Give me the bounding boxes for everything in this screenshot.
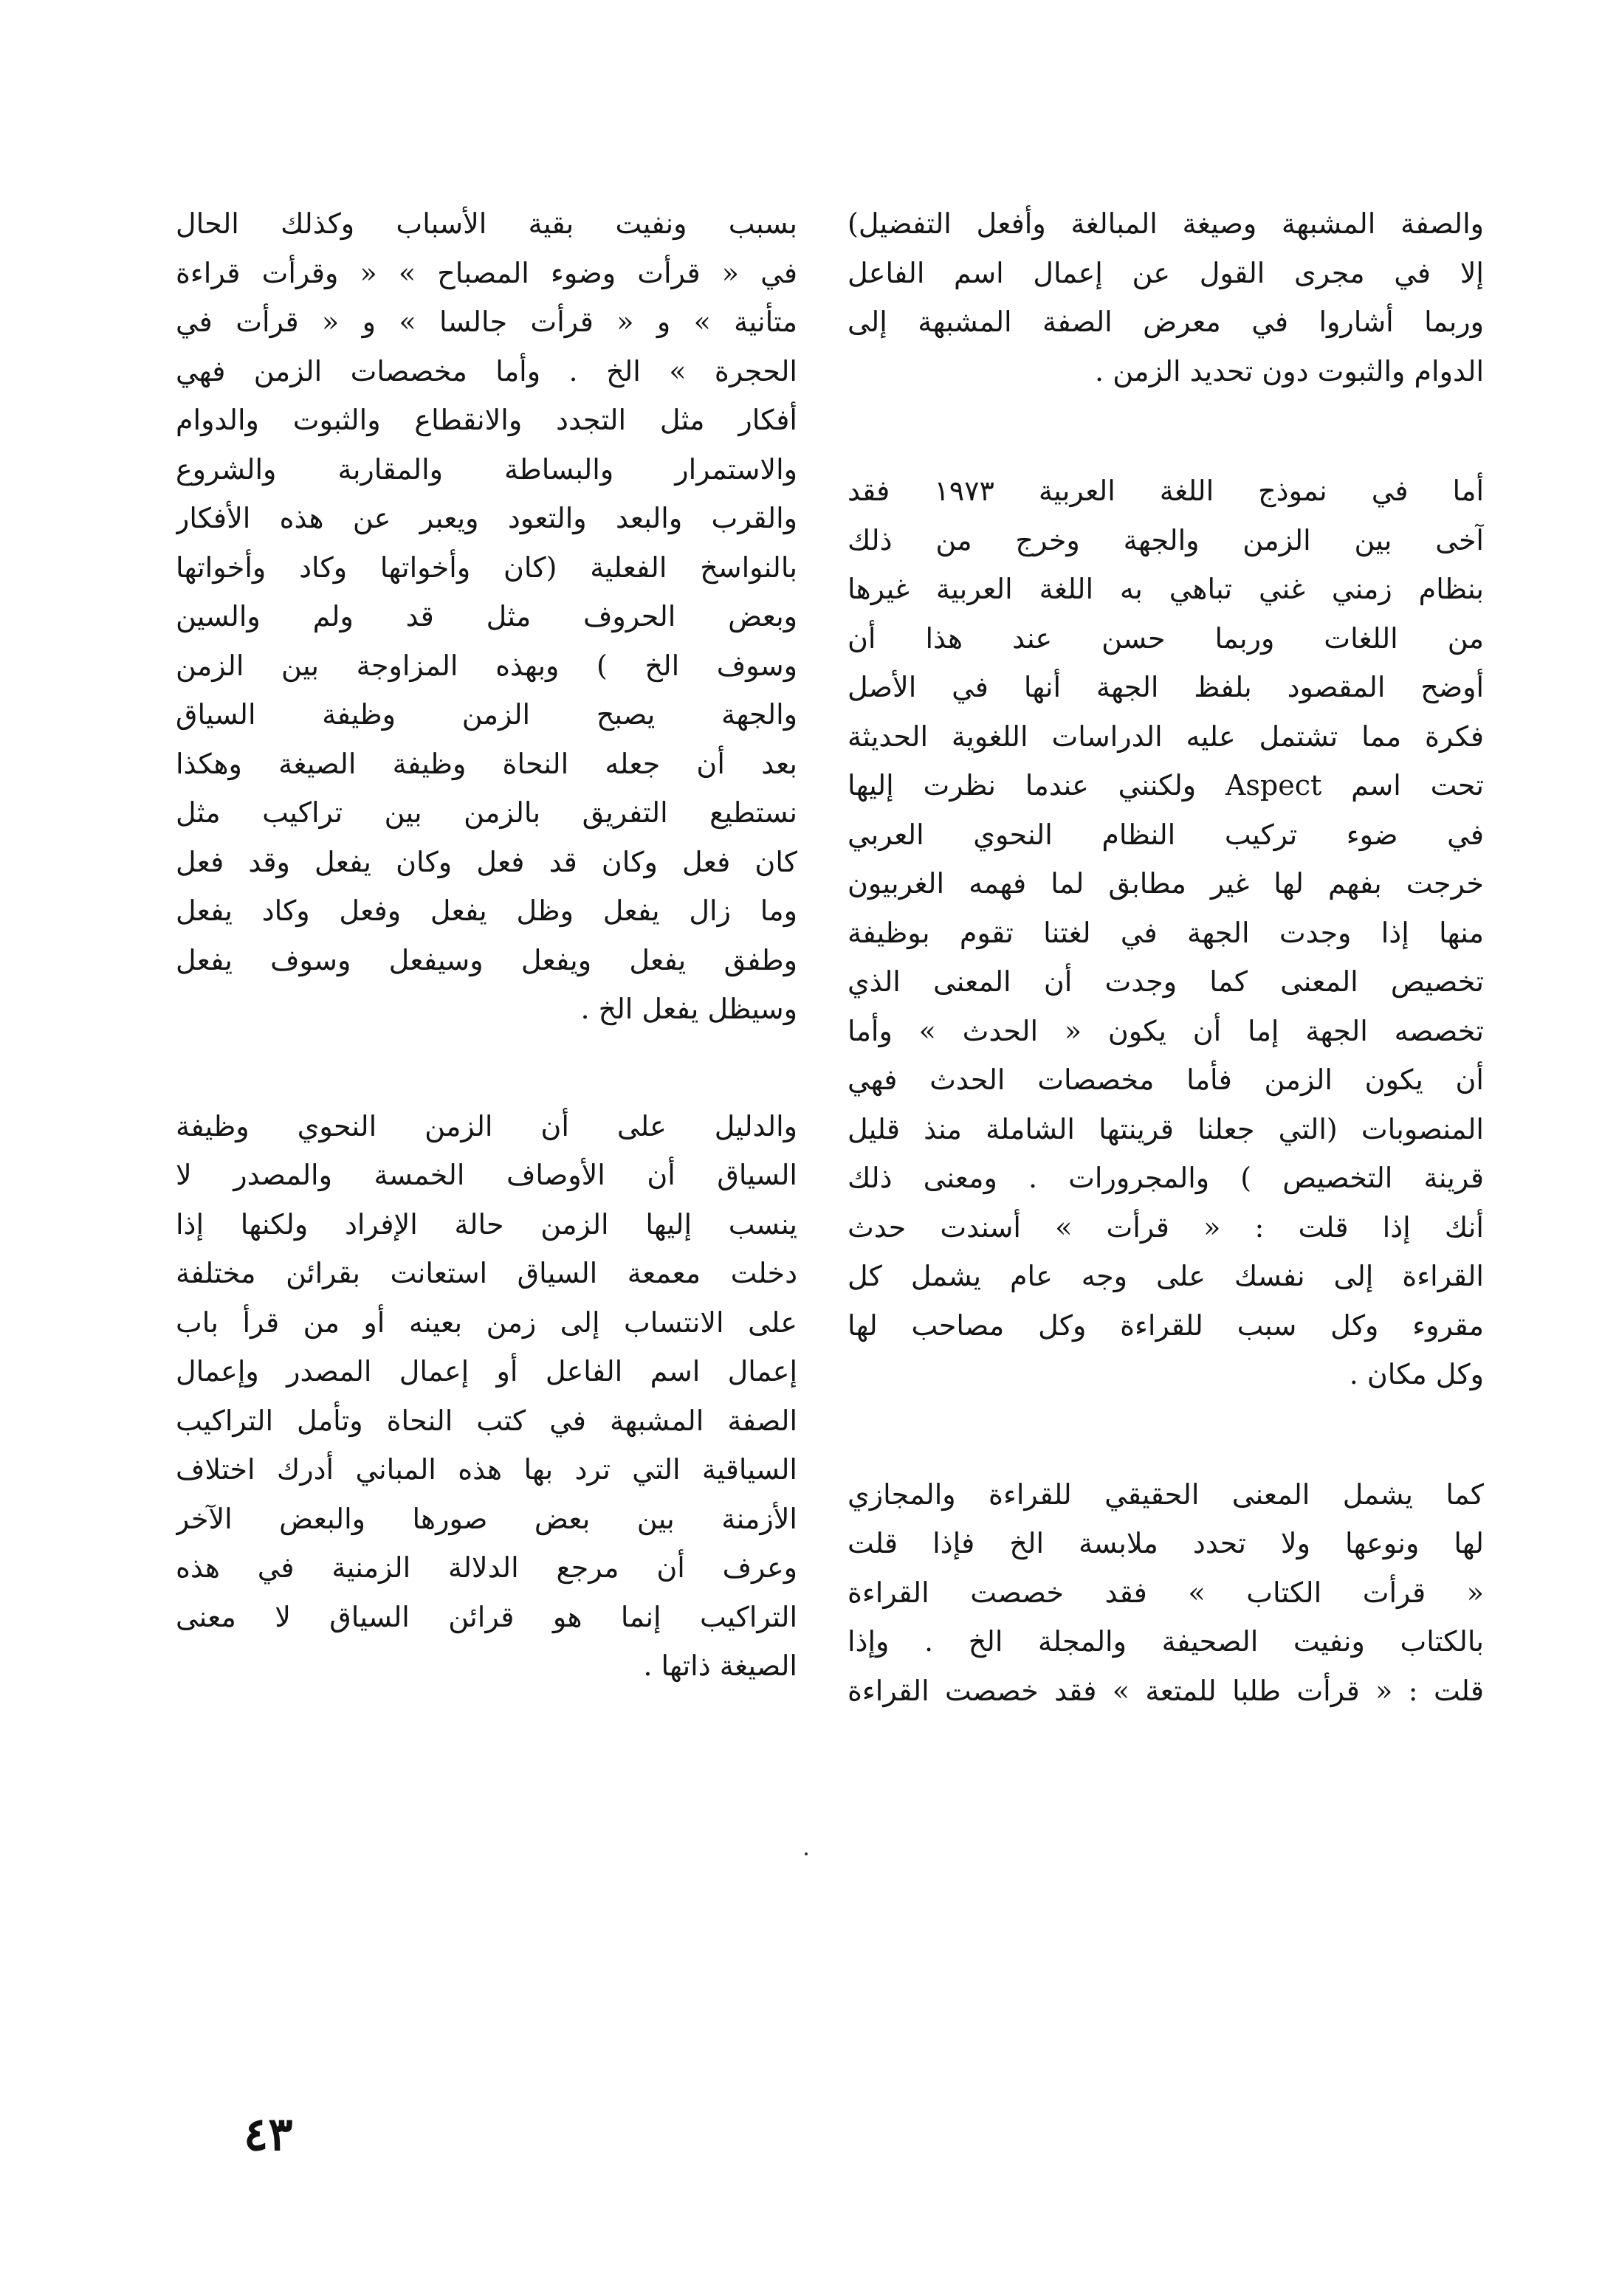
text-line: قرينة التخصيص ) والمجرورات . ومعنى ذلك <box>848 1162 1484 1194</box>
right-paragraph-1 <box>848 199 1484 396</box>
left-paragraph-1 <box>176 199 797 1034</box>
text-line: نستطيع التفريق بالزمن بين تراكيب مثل <box>176 796 797 829</box>
text-line: وما زال يفعل وظل يفعل وفعل وكاد يفعل <box>176 894 797 927</box>
text-line: وربما أشاروا في معرض الصفة المشبهة إلى <box>848 306 1484 338</box>
right-text-column <box>848 199 1484 1715</box>
text-line: إلا في مجرى القول عن إعمال اسم الفاعل <box>848 256 1484 289</box>
text-line: بعد أن جعله النحاة وظيفة الصيغة وهكذا <box>176 747 797 780</box>
text-line: دخلت معمعة السياق استعانت بقرائن مختلفة <box>176 1257 797 1289</box>
text-line: فكرة مما تشتمل عليه الدراسات اللغوية الحديثة <box>848 720 1484 753</box>
text-line: بنظام زمني غني تباهي به اللغة العربية غيرها <box>848 573 1484 605</box>
text-line: آخى بين الزمن والجهة وخرج من ذلك <box>848 523 1484 556</box>
text-line: أفكار مثل التجدد والانقطاع والثبوت والدوام <box>176 404 797 436</box>
text-line: والصفة المشبهة وصيغة المبالغة وأفعل التفضيل) <box>848 207 1484 240</box>
text-line: والدليل على أن الزمن النحوي وظيفة <box>176 1109 797 1142</box>
right-paragraph-3 <box>848 1470 1484 1716</box>
text-line: تحت اسم Aspect ولكنني عندما نظرت إليها <box>848 769 1484 801</box>
text-line: « قرأت الكتاب » فقد خصصت القراءة <box>848 1576 1484 1609</box>
text-line: الحجرة » الخ . وأما مخصصات الزمن فهي <box>176 354 797 387</box>
text-line: والاستمرار والبساطة والمقاربة والشروع <box>176 452 797 486</box>
text-line: أنك إذا قلت : « قرأت » أسندت حدث <box>848 1210 1484 1244</box>
text-line: وعرف أن مرجع الدلالة الزمنية في هذه <box>176 1551 797 1584</box>
text-line: ينسب إليها الزمن حالة الإفراد ولكنها إذا <box>176 1207 797 1241</box>
text-line: بسبب ونفيت بقية الأسباب وكذلك الحال <box>176 207 797 240</box>
text-line: الأزمنة بين بعض صورها والبعض الآخر <box>176 1502 797 1535</box>
text-line: والجهة يصبح الزمن وظيفة السياق <box>176 698 797 731</box>
text-line: القراءة إلى نفسك على وجه عام يشمل كل <box>848 1260 1484 1292</box>
page-number: ٤٣ <box>244 2107 293 2161</box>
text-line: كان فعل وكان قد فعل وكان يفعل وقد فعل <box>176 845 797 878</box>
text-line: في « قرأت وضوء المصباح » « وقرأت قراءة <box>176 256 797 289</box>
text-line: بالكتاب ونفيت الصحيفة والمجلة الخ . وإذا <box>848 1625 1484 1658</box>
text-line: أما في نموذج اللغة العربية ١٩٧٣ فقد <box>848 475 1484 507</box>
text-line: والقرب والبعد والتعود ويعبر عن هذه الأفكار <box>176 502 797 534</box>
text-line: خرجت بفهم لها غير مطابق لما فهمه الغربيون <box>848 867 1484 900</box>
text-line: من اللغات وربما حسن عند هذا أن <box>848 621 1484 655</box>
text-line: وبعض الحروف مثل قد ولم والسين <box>176 600 797 632</box>
text-line: أن يكون الزمن فأما مخصصات الحدث فهي <box>848 1063 1484 1096</box>
text-line: أوضح المقصود بلفظ الجهة أنها في الأصل <box>848 671 1484 703</box>
text-line: السياقية التي ترد بها هذه المباني أدرك اختلاف <box>176 1453 797 1486</box>
print-speck <box>805 1852 808 1855</box>
text-line: متأنية » و « قرأت جالسا » و « قرأت في <box>176 306 797 338</box>
left-text-column <box>176 199 797 1691</box>
text-line: الدوام والثبوت دون تحديد الزمن . <box>1095 354 1484 387</box>
text-line: الصيغة ذاتها . <box>643 1649 797 1682</box>
text-line: بالنواسخ الفعلية (كان وأخواتها وكاد وأخواتها <box>176 551 797 584</box>
text-line: إعمال اسم الفاعل أو إعمال المصدر وإعمال <box>176 1355 797 1387</box>
text-line: الصفة المشبهة في كتب النحاة وتأمل التراكيب <box>176 1404 797 1437</box>
right-paragraph-2 <box>848 466 1484 1399</box>
text-line: وطفق يفعل ويفعل وسيفعل وسوف يفعل <box>176 943 797 976</box>
text-line: مقروء وكل سبب للقراءة وكل مصاحب لها <box>848 1309 1484 1342</box>
text-line: تخصصه الجهة إما أن يكون « الحدث » وأما <box>848 1014 1484 1047</box>
text-line: وكل مكان . <box>1349 1358 1484 1390</box>
text-line: لها ونوعها ولا تحدد ملابسة الخ فإذا قلت <box>848 1527 1484 1559</box>
text-line: السياق أن الأوصاف الخمسة والمصدر لا <box>176 1159 797 1191</box>
text-line: وسيظل يفعل الخ . <box>580 993 797 1025</box>
text-line: على الانتساب إلى زمن بعينه أو من قرأ باب <box>176 1306 797 1339</box>
text-line: وسوف الخ ) وبهذه المزاوجة بين الزمن <box>176 649 797 682</box>
text-line: قلت : « قرأت طلبا للمتعة » فقد خصصت القراءة <box>848 1674 1484 1707</box>
text-line: كما يشمل المعنى الحقيقي للقراءة والمجازي <box>848 1478 1484 1511</box>
text-line: منها إذا وجدت الجهة في لغتنا تقوم بوظيفة <box>848 916 1484 949</box>
left-paragraph-2 <box>176 1102 797 1691</box>
text-line: في ضوء تركيب النظام النحوي العربي <box>848 818 1484 851</box>
text-line: المنصوبات (التي جعلنا قرينتها الشاملة منذ قليل <box>848 1112 1484 1145</box>
text-line: التراكيب إنما هو قرائن السياق لا معنى <box>176 1600 797 1633</box>
text-line: تخصيص المعنى كما وجدت أن المعنى الذي <box>848 965 1484 998</box>
